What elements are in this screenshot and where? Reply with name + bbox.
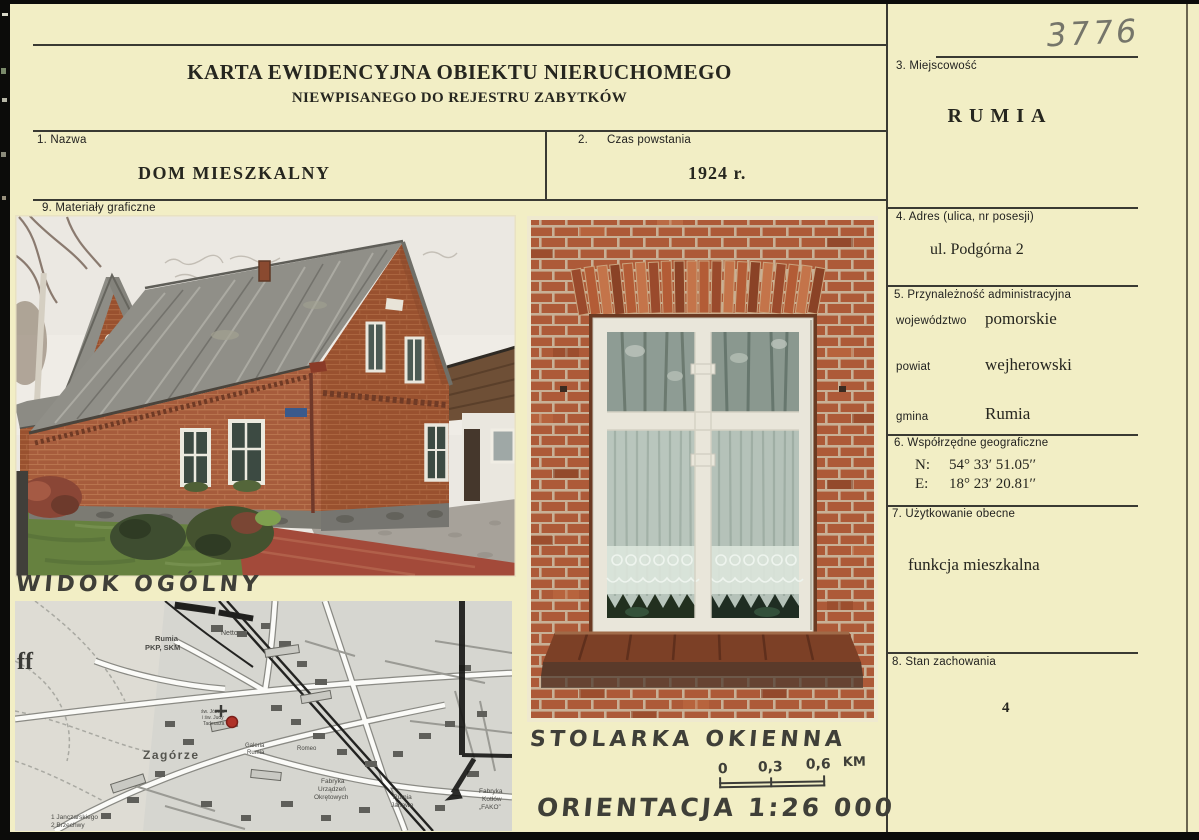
rule-field7 [888, 505, 1138, 507]
rule-field4 [888, 207, 1138, 209]
map-label-netto: Netto [221, 630, 238, 637]
field8-value: 4 [1002, 700, 1010, 716]
scan-edge-top [0, 0, 1199, 4]
field9-label: 9. Materiały graficzne [42, 202, 156, 214]
photo1-caption: WIDOK OGÓLNY [14, 572, 264, 597]
sill-shadow [541, 676, 863, 688]
field5-row-key: województwo [896, 315, 967, 327]
map-label-janowo: Janowo [391, 802, 414, 809]
map-label-fako: Fabryka [479, 788, 503, 795]
scale-tick-03: 0,3 [757, 759, 783, 776]
coordinate-n [915, 457, 1036, 474]
field4-label: 4. Adres (ulica, nr posesji) [896, 211, 1034, 223]
field1-label: 1. Nazwa [37, 134, 87, 146]
field2-value: 1924 r. [688, 163, 747, 183]
field6-label: 6. Współrzędne geograficzne [894, 437, 1049, 449]
field2-label: Czas powstania [607, 134, 691, 146]
dark-post [15, 471, 28, 577]
photo-window-closeup [527, 216, 878, 722]
street-sign [285, 408, 307, 417]
film-edge-mark [1, 68, 6, 74]
eaves-corner [309, 361, 327, 373]
rule-top [33, 44, 886, 46]
map-label-church: św. Józefa [201, 709, 225, 715]
field5-row-value: pomorskie [985, 309, 1057, 328]
film-edge-mark [2, 98, 7, 102]
upper-pane-right [711, 332, 799, 412]
map-label-legend: 1 Janczarskiego [51, 814, 98, 821]
lower-pane-right [711, 430, 803, 618]
orientation-caption: ORIENTACJA 1:26 000 [535, 793, 897, 822]
upper-pane-left [607, 332, 695, 412]
rule-field1 [33, 130, 886, 132]
brick-sill [541, 632, 863, 688]
field3-value: RUMIA [947, 105, 1053, 127]
coordinate-n-label: N: [915, 457, 930, 473]
location-marker [227, 717, 238, 728]
map-label-fabryka: Fabryka [321, 778, 345, 785]
rule-field6 [888, 434, 1138, 436]
field5-row-value: Rumia [985, 404, 1031, 423]
map-label-romeo: Romeo [297, 746, 317, 752]
map-label-church: Tadeusza [203, 721, 225, 727]
rule-field5 [888, 285, 1138, 287]
rule-field9 [33, 199, 886, 201]
scale-tick-0: 0 [717, 761, 728, 778]
scale-unit: KM [842, 754, 866, 771]
scale-bar-tick [823, 775, 825, 786]
map-label-legend: 2 Brzechwy [51, 822, 85, 829]
coordinate-e [915, 476, 1036, 493]
map-label-fako: Kotłów [482, 796, 502, 803]
scan-edge-left [0, 0, 10, 840]
divider-field1-2 [545, 130, 547, 200]
field7-value: funkcja mieszkalna [908, 555, 1040, 574]
gable-plaque [385, 298, 403, 311]
field2-number: 2. [578, 134, 588, 146]
film-edge-mark [2, 13, 8, 16]
coordinate-e-label: E: [915, 476, 929, 492]
lower-pane-left [607, 430, 699, 618]
photo-general-view [15, 215, 516, 577]
photo2-caption: STOLARKA OKIENNA [528, 727, 848, 752]
map-label-zagorze: Zagórze [143, 748, 200, 762]
card-right-fold-line [1186, 4, 1188, 832]
map-label-church: i św. Judy [202, 715, 224, 721]
page-title: KARTA EWIDENCYJNA OBIEKTU NIERUCHOMEGO [187, 60, 732, 84]
field8-label: 8. Stan zachowania [892, 656, 996, 668]
film-edge-mark [1, 152, 6, 157]
field5-label: 5. Przynależność administracyjna [894, 289, 1072, 301]
map-label-galeria: Rumia [247, 750, 265, 756]
divider-right-column [886, 4, 888, 832]
window [589, 314, 817, 636]
scale-tick-06: 0,6 [805, 756, 831, 773]
map-label-fako: „FAKO” [479, 804, 501, 811]
map-label: ff [17, 649, 33, 675]
page-subtitle: NIEWPISANEGO DO REJESTRU ZABYTKÓW [291, 90, 628, 106]
map-scale-bar [700, 748, 881, 796]
field5-row-value: wejherowski [985, 355, 1072, 374]
map-label-fabryka: Urządzeń [318, 786, 346, 793]
chimney [259, 261, 270, 281]
map-label-station: Rumia [155, 634, 178, 643]
wall-anchor [839, 386, 846, 392]
rule-field8 [888, 652, 1138, 654]
map-label-station: PKP, SKM [145, 643, 181, 652]
field1-value: DOM MIESZKALNY [138, 163, 331, 183]
scale-bar-tick [719, 777, 721, 788]
map-orientation [15, 601, 512, 831]
downpipe [311, 373, 313, 513]
scan-edge-bottom [0, 832, 1199, 840]
field5-row-key: gmina [896, 411, 929, 423]
inventory-number: 3776 [1043, 11, 1142, 55]
coordinate-e-value: 18° 23′ 20.81′′ [949, 476, 1037, 492]
field3-label: 3. Miejscowość [896, 60, 977, 72]
film-edge-mark [2, 196, 6, 200]
map-label-janowo: Rumia [393, 794, 412, 801]
field5-row-key: powiat [896, 361, 931, 373]
rule-under-number [936, 56, 1138, 58]
field7-label: 7. Użytkowanie obecne [892, 508, 1016, 520]
field4-value: ul. Podgórna 2 [930, 241, 1024, 258]
map-label-fabryka: Okrętowych [314, 794, 349, 801]
scale-bar-tick [770, 777, 772, 787]
wall-anchor [560, 386, 567, 392]
map-label-galeria: Galeria [245, 743, 265, 749]
coordinate-n-value: 54° 33′ 51.05′′ [949, 457, 1037, 473]
